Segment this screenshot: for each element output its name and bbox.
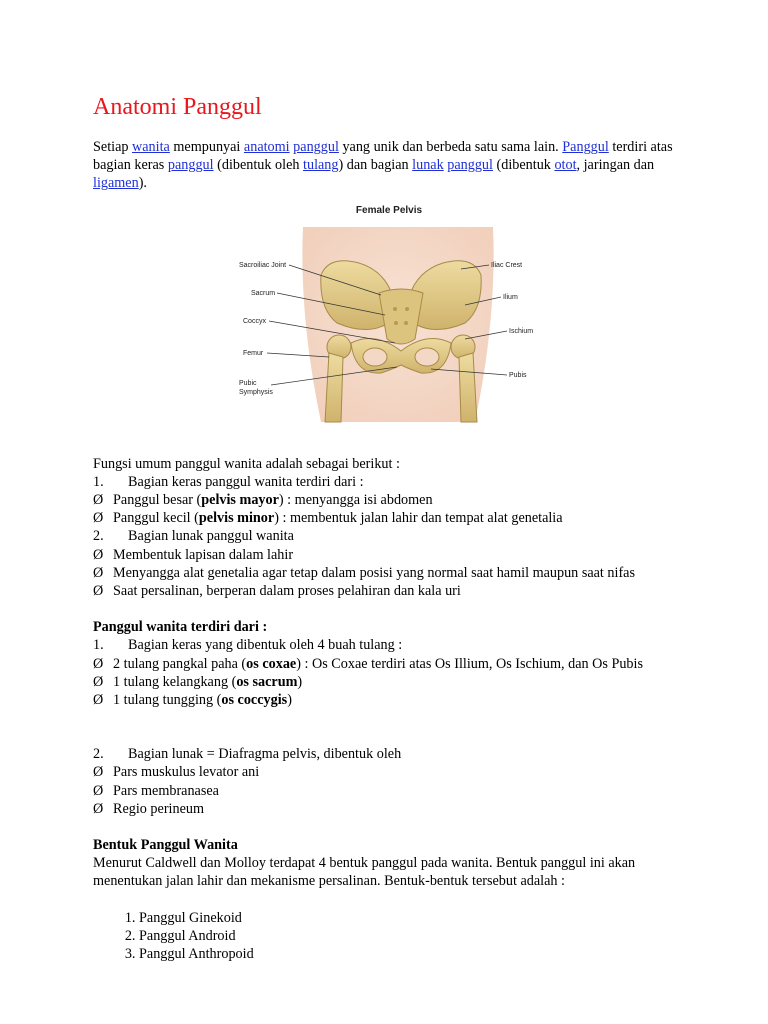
- list-text: ) : menyangga isi abdomen: [278, 492, 433, 509]
- label-femur: Femur: [243, 349, 264, 357]
- label-symphysis: Symphysis: [239, 388, 273, 396]
- right-obturator: [415, 348, 439, 366]
- list-item: [93, 636, 683, 654]
- bullet-icon: Ø: [93, 673, 104, 690]
- list-text: Regio perineum: [113, 800, 205, 817]
- list-item: [93, 691, 683, 709]
- bullet-icon: Ø: [93, 800, 104, 817]
- link-panggul[interactable]: panggul: [293, 139, 339, 155]
- list-item: 3. Panggul Anthropoid: [139, 945, 683, 963]
- intro-text: terdiri atas bagian keras: [93, 139, 673, 174]
- list-item: [93, 509, 683, 527]
- list-number: 1.: [93, 473, 104, 490]
- list-text: Pars muskulus levator ani: [113, 764, 260, 781]
- list-text: Pars membranasea: [113, 782, 219, 799]
- list-number: 2.: [93, 528, 104, 545]
- intro-text: ) dan bagian: [338, 157, 413, 174]
- label-ischium: Ischium: [509, 327, 534, 335]
- list-number: 1.: [93, 637, 104, 654]
- list-text: Bagian lunak panggul wanita: [128, 528, 294, 545]
- label-pubis: Pubis: [509, 371, 527, 379]
- fungsi-heading: Fungsi umum panggul wanita adalah sebagai berikut :: [93, 455, 400, 472]
- list-text: Saat persalinan, berperan dalam proses pelahiran dan kala uri: [113, 583, 461, 600]
- link-wanita[interactable]: wanita: [132, 139, 170, 155]
- label-coccyx: Coccyx: [243, 317, 266, 325]
- page-title: Anatomi Panggul: [93, 94, 262, 120]
- list-text: Menyangga alat genetalia agar tetap dalam posisi yang normal saat hamil maupun saat nifas: [113, 564, 636, 581]
- list-bold-text: os coccygis: [221, 692, 288, 709]
- label-iliac-crest: Iliac Crest: [491, 261, 523, 269]
- bullet-icon: Ø: [93, 510, 104, 527]
- link-panggul[interactable]: panggul: [447, 157, 493, 174]
- list-text: 1 tulang tungging (: [113, 692, 222, 709]
- list-item: [93, 673, 683, 691]
- list-bold-text: os sacrum: [236, 673, 298, 690]
- list-item: [93, 564, 683, 582]
- figure-title: Female Pelvis: [355, 204, 423, 216]
- link-otot[interactable]: otot: [554, 157, 577, 174]
- list-text: ): [287, 692, 292, 709]
- terdiri-heading: [93, 618, 683, 636]
- list-item: [93, 473, 683, 491]
- list-text: Bagian keras yang dibentuk oleh 4 buah tulang :: [128, 637, 403, 654]
- list-item: [93, 763, 683, 781]
- list-item: [93, 491, 683, 509]
- link-lunak[interactable]: lunak: [412, 157, 444, 174]
- document-page: [93, 92, 683, 963]
- list-item: [93, 655, 683, 673]
- bullet-icon: Ø: [93, 583, 104, 600]
- bullet-icon: Ø: [93, 564, 104, 581]
- list-text: ) : Os Coxae terdiri atas Os Illium, Os Ischium, dan Os Pubis: [296, 655, 643, 672]
- bentuk-heading: [93, 836, 683, 854]
- list-item: [93, 527, 683, 545]
- list-item: 2. Panggul Android: [139, 927, 683, 945]
- link-panggul[interactable]: panggul: [167, 157, 214, 174]
- bullet-icon: Ø: [93, 782, 104, 799]
- section-heading: Bentuk Panggul Wanita: [93, 837, 238, 854]
- list-text: Panggul kecil (: [113, 510, 199, 527]
- label-sacrum: Sacrum: [251, 289, 276, 297]
- pelvis-illustration: [225, 197, 585, 437]
- bullet-icon: Ø: [93, 492, 104, 509]
- list-text: Panggul besar (: [113, 492, 202, 509]
- list-item: [93, 546, 683, 564]
- intro-text: mempunyai: [169, 139, 244, 155]
- left-obturator: [363, 348, 387, 366]
- label-pubic: Pubic: [239, 379, 257, 387]
- list-text: Bagian lunak = Diafragma pelvis, dibentuk oleh: [128, 746, 402, 763]
- list-text: 1 tulang kelangkang (: [113, 673, 237, 690]
- list-item: [93, 745, 683, 763]
- link-ligamen[interactable]: ligamen: [93, 175, 139, 192]
- list-item: 1. Panggul Ginekoid: [139, 909, 683, 927]
- bentuk-list: [93, 909, 683, 964]
- list-text: Membentuk lapisan dalam lahir: [113, 546, 294, 563]
- intro-text: (dibentuk oleh: [213, 157, 304, 174]
- link-tulang[interactable]: tulang: [303, 157, 339, 174]
- bullet-icon: Ø: [93, 546, 104, 563]
- intro-text: (dibentuk: [492, 157, 555, 174]
- bullet-icon: Ø: [93, 764, 104, 781]
- list-item: [93, 800, 683, 818]
- list-text: ): [297, 673, 303, 690]
- list-text: Bagian keras panggul wanita terdiri dari :: [128, 473, 364, 490]
- list-text: 2 tulang pangkal paha (: [113, 655, 247, 672]
- intro-paragraph: [93, 138, 683, 193]
- bullet-icon: Ø: [93, 655, 104, 672]
- female-pelvis-figure: [225, 197, 585, 437]
- bullet-icon: Ø: [93, 692, 104, 709]
- list-item: [93, 782, 683, 800]
- list-text: ) : membentuk jalan lahir dan tempat alat genetalia: [274, 510, 563, 527]
- list-bold-text: os coxae: [246, 655, 297, 672]
- intro-text: , jaringan dan: [576, 157, 655, 174]
- link-panggul[interactable]: Panggul: [562, 139, 609, 155]
- label-ilium: Ilium: [503, 293, 518, 301]
- label-sacroiliac-joint: Sacroiliac Joint: [239, 261, 287, 269]
- bentuk-paragraph: Menurut Caldwell dan Molloy terdapat 4 bentuk panggul pada wanita. Bentuk panggul ini akan menentukan jalan lahir dan mekanisme persalinan. Bentuk-bentuk tersebut adalah :: [93, 855, 636, 890]
- intro-text: Setiap: [93, 139, 133, 155]
- list-number: 2.: [93, 746, 104, 763]
- list-bold-text: pelvis mayor: [201, 492, 279, 509]
- list-bold-text: pelvis minor: [198, 510, 275, 527]
- section-heading: Panggul wanita terdiri dari :: [93, 619, 268, 636]
- list-item: [93, 582, 683, 600]
- link-anatomi[interactable]: anatomi: [243, 139, 290, 155]
- intro-text: ).: [138, 175, 147, 192]
- intro-text: yang unik dan berbeda satu sama lain.: [338, 139, 563, 155]
